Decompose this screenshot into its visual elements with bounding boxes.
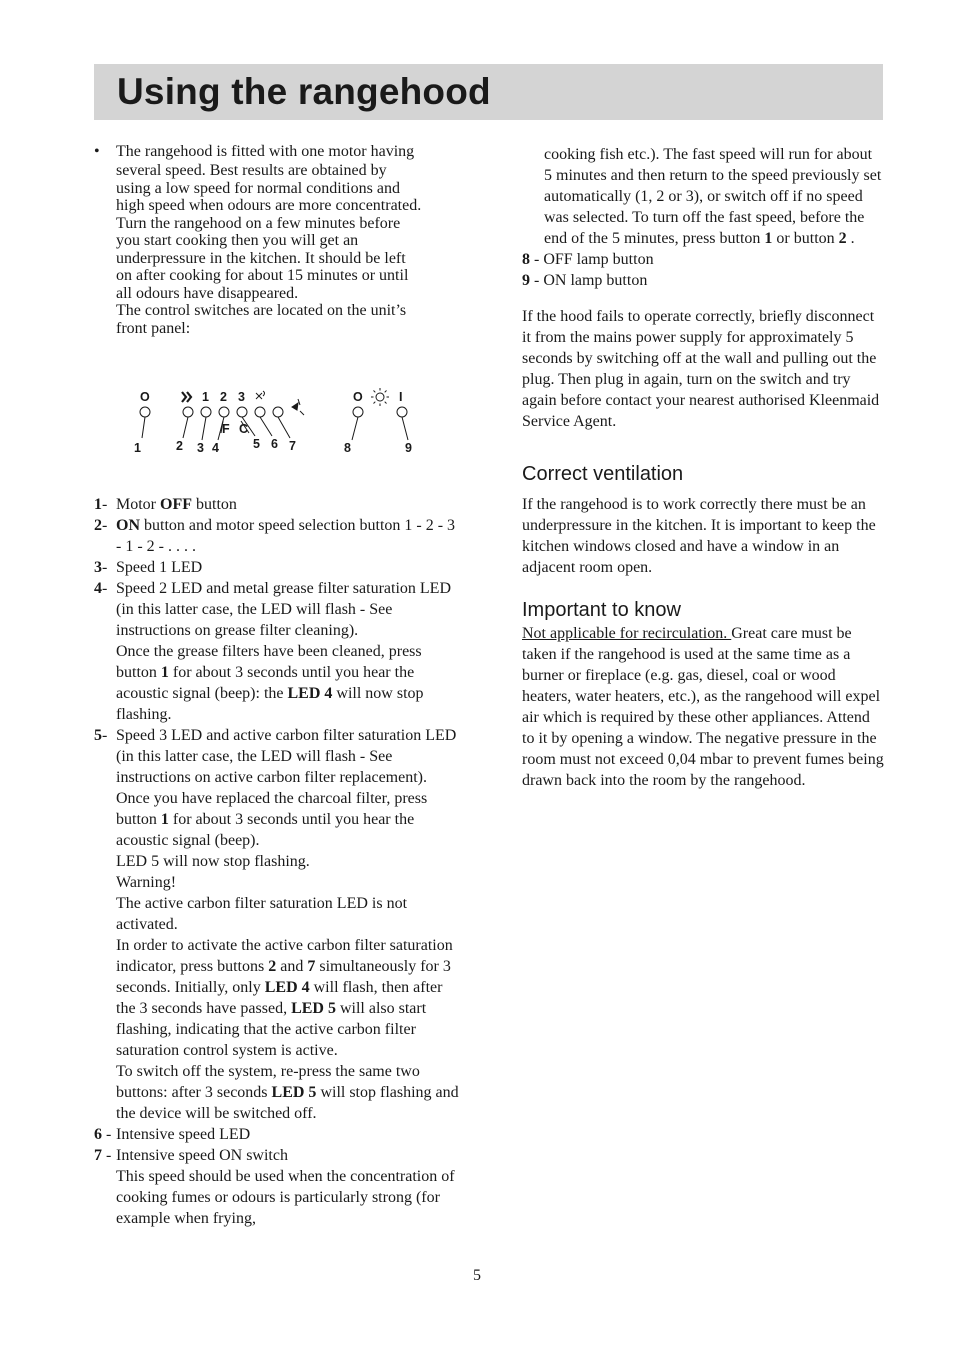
label-speed-3: 3	[238, 390, 245, 404]
bullet-mark: •	[94, 143, 100, 160]
important-underlined: Not applicable for recirculation.	[522, 625, 732, 642]
item-separator: -	[102, 727, 108, 744]
item-number	[94, 1145, 111, 1166]
text-run: Intensive speed ON switch	[116, 1147, 288, 1164]
intro-paragraph	[94, 141, 464, 337]
led-6-circle	[255, 407, 265, 417]
page-title: Using the rangehood	[117, 71, 491, 112]
item-text	[116, 725, 464, 1124]
item-number	[94, 578, 107, 599]
intro-line: Turn the rangehood on a few minutes before	[116, 214, 401, 232]
button-8-circle	[353, 407, 363, 417]
item-number-bold: 7	[94, 1147, 102, 1164]
item-number	[94, 494, 107, 515]
intro-line: you start cooking then you will get an	[116, 232, 359, 249]
important-heading: Important to know	[522, 599, 681, 621]
intro-line: all odours have disappeared.	[116, 284, 299, 302]
text-run: LED 5 will now stop flashing.	[116, 853, 310, 870]
intro-line: front panel:	[116, 319, 191, 337]
intro-line: underpressure in the kitchen. It should be left	[116, 249, 406, 267]
item-separator: -	[102, 559, 108, 576]
text-run: button and motor speed selection button 1 - 2 - 3 - 1 - 2 - . . . .	[116, 517, 456, 555]
text-run: The active carbon filter saturation LED is not activated.	[116, 895, 408, 933]
item-text	[116, 557, 464, 578]
item-number-bold: 4	[94, 580, 102, 597]
bold-text: 7	[307, 958, 316, 975]
intro-line: using a low speed for normal conditions and	[116, 179, 400, 197]
left-column	[94, 141, 464, 1229]
ventilation-text: If the rangehood is to work correctly there must be an underpressure in the kitchen. It is important to keep the kitchen windows closed and have a window in an adjacent room open.	[522, 496, 876, 576]
text-run: .	[846, 230, 855, 247]
item-separator: -	[102, 496, 108, 513]
text-run: This speed should be used when the concentration of cooking fumes or odours is particularly strong (for example when frying,	[116, 1168, 455, 1227]
text-run: for about 3 seconds until you hear the acoustic signal (beep): the	[116, 664, 415, 702]
item-number-bold: 1	[94, 496, 102, 513]
bold-text: OFF	[160, 496, 192, 513]
page-number: 5	[473, 1267, 481, 1284]
led-5-circle	[237, 407, 247, 417]
text-run: Once the grease filters have been cleaned, press button	[116, 643, 422, 681]
text-run: Once you have replaced the charcoal filter, press button	[116, 790, 428, 828]
text-run: will now stop flashing.	[116, 685, 424, 723]
item-number-bold: 5	[94, 727, 102, 744]
led-3-circle	[201, 407, 211, 417]
bold-text: LED 4	[264, 979, 310, 996]
item-text: - ON lamp button	[530, 272, 648, 289]
text-run: will flash, then after the 3 seconds have passed,	[116, 979, 443, 1017]
fail-paragraph: If the hood fails to operate correctly, briefly disconnect it from the mains power supply for approximately 5 seconds by switching off at the wall and pulling out the plug. Then plug in again, turn on the switch and try again before contact your nearest authorised Kleenmaid Service Agent.	[522, 308, 880, 430]
item-separator: -	[102, 517, 108, 534]
text-run: cooking fish etc.). The fast speed will run for about 5 minutes and then return to the speed previously set automatically (1, 2 or 3), or switch off if no speed was selected. To turn off the fast speed, before the end of the 5 minutes, press button	[544, 146, 882, 247]
bold-text: 1	[764, 230, 773, 247]
number-1: 1	[134, 441, 141, 455]
item-number	[94, 1124, 111, 1145]
item-number	[94, 515, 107, 536]
item-text	[116, 1145, 464, 1229]
item-separator: -	[102, 580, 108, 597]
number-8: 8	[344, 441, 351, 455]
list-item	[522, 249, 884, 270]
bold-text: 2	[268, 958, 277, 975]
important-body: Great care must be taken if the rangehood is used at the same time as a burner or fireplace (e.g. gas, diesel, coal or wood heaters, water heaters, etc.), as the rangehood will expel air which is required by these other appliances. Attend to it by opening a window. The negative pressure in the room must not exceed 0,04 mbar to prevent fumes being drawn back into the room by the rangehood.	[522, 625, 884, 789]
list-item	[94, 494, 464, 515]
item-number-bold: 6	[94, 1126, 102, 1143]
lamp-icon	[371, 388, 389, 406]
label-grease-filter: F	[222, 422, 230, 436]
item-number	[94, 557, 107, 578]
bold-text: ON	[116, 517, 140, 534]
label-speed-2: 2	[220, 390, 227, 404]
lamp-buttons-list	[522, 249, 884, 291]
item-separator: -	[102, 1126, 112, 1143]
number-3: 3	[197, 441, 204, 455]
button-1-circle	[140, 407, 150, 417]
label-off: O	[140, 390, 150, 404]
intensive-fan-icon	[292, 399, 304, 415]
item-number-bold: 8	[522, 251, 530, 268]
text-run: Speed 2 LED and metal grease filter saturation LED (in this latter case, the LED will flash - See instructions on grease filter cleaning).	[116, 580, 451, 639]
item-text	[116, 578, 464, 725]
text-run: To switch off the system, re-press the same two buttons: after 3 seconds	[116, 1063, 420, 1101]
fast-forward-icon	[182, 392, 191, 402]
bold-text: 1	[160, 811, 169, 828]
title-bar	[94, 64, 883, 120]
text-run: will also start flashing, indicating that the active carbon filter saturation control system is active.	[116, 1000, 427, 1059]
button-7-circle	[273, 407, 283, 417]
controls-list	[94, 494, 464, 1229]
bold-text: LED 5	[271, 1084, 317, 1101]
text-run: will stop flashing and the device will be switched off.	[116, 1084, 459, 1122]
list-item	[94, 725, 464, 1124]
button-2-circle	[183, 407, 193, 417]
text-run: In order to activate the active carbon filter saturation indicator, press buttons	[116, 937, 453, 975]
text-run: Speed 3 LED and active carbon filter saturation LED	[116, 727, 457, 744]
label-speed-1: 1	[202, 390, 209, 404]
bold-text: LED 4	[287, 685, 333, 702]
item-separator: -	[102, 1147, 112, 1164]
item-number	[94, 725, 107, 746]
item-number-bold: 2	[94, 517, 102, 534]
important-text	[522, 623, 884, 791]
label-lamp-off: O	[353, 390, 363, 404]
text-run: (in this latter case, the LED will flash - See instructions on active carbon filter replacement).	[116, 748, 427, 786]
bold-text: 2	[838, 230, 847, 247]
text-run: Intensive speed LED	[116, 1126, 251, 1143]
intro-line: several speed. Best results are obtained by	[116, 162, 387, 179]
intro-lines	[116, 141, 464, 337]
list-item	[94, 515, 464, 557]
text-run: or button	[772, 230, 839, 247]
item-7-continuation	[522, 144, 884, 249]
text-run: Speed 1 LED	[116, 559, 203, 576]
list-item	[94, 557, 464, 578]
number-9: 9	[405, 441, 412, 455]
intro-line: The rangehood is fitted with one motor having	[116, 143, 415, 160]
item-number-bold: 9	[522, 272, 530, 289]
fan-icon	[256, 391, 265, 399]
bold-text: LED 5	[291, 1000, 336, 1017]
list-item	[94, 1124, 464, 1145]
item-text: - OFF lamp button	[530, 251, 654, 268]
text-run: button	[192, 496, 237, 513]
number-4: 4	[212, 441, 219, 455]
text-run: and	[276, 958, 308, 975]
number-2: 2	[176, 439, 183, 453]
number-5: 5	[253, 437, 260, 451]
intro-line: on after cooking for about 15 minutes or until	[116, 267, 409, 284]
intro-line: The control switches are located on the unit’s	[116, 302, 407, 319]
text-run: Motor	[116, 496, 160, 513]
intro-line: high speed when odours are more concentrated.	[116, 197, 422, 214]
right-column	[522, 144, 884, 791]
number-6: 6	[271, 437, 278, 451]
led-4-circle	[219, 407, 229, 417]
ventilation-heading: Correct ventilation	[522, 463, 684, 485]
number-7: 7	[289, 439, 296, 453]
text-run: Warning!	[116, 874, 177, 891]
item-text	[116, 494, 464, 515]
item-text	[116, 515, 464, 557]
list-item	[522, 270, 884, 291]
item-text	[116, 1124, 464, 1145]
text-run: for about 3 seconds until you hear the acoustic signal (beep).	[116, 811, 415, 849]
bold-text: 1	[160, 664, 169, 681]
label-carbon-filter: C	[239, 422, 249, 436]
item-number-bold: 3	[94, 559, 102, 576]
text-run: simultaneously for 3 seconds. Initially, only	[116, 958, 451, 996]
list-item	[94, 578, 464, 725]
label-lamp-on: I	[399, 390, 403, 404]
button-9-circle	[397, 407, 407, 417]
list-item	[94, 1145, 464, 1229]
control-panel-diagram	[124, 361, 454, 459]
